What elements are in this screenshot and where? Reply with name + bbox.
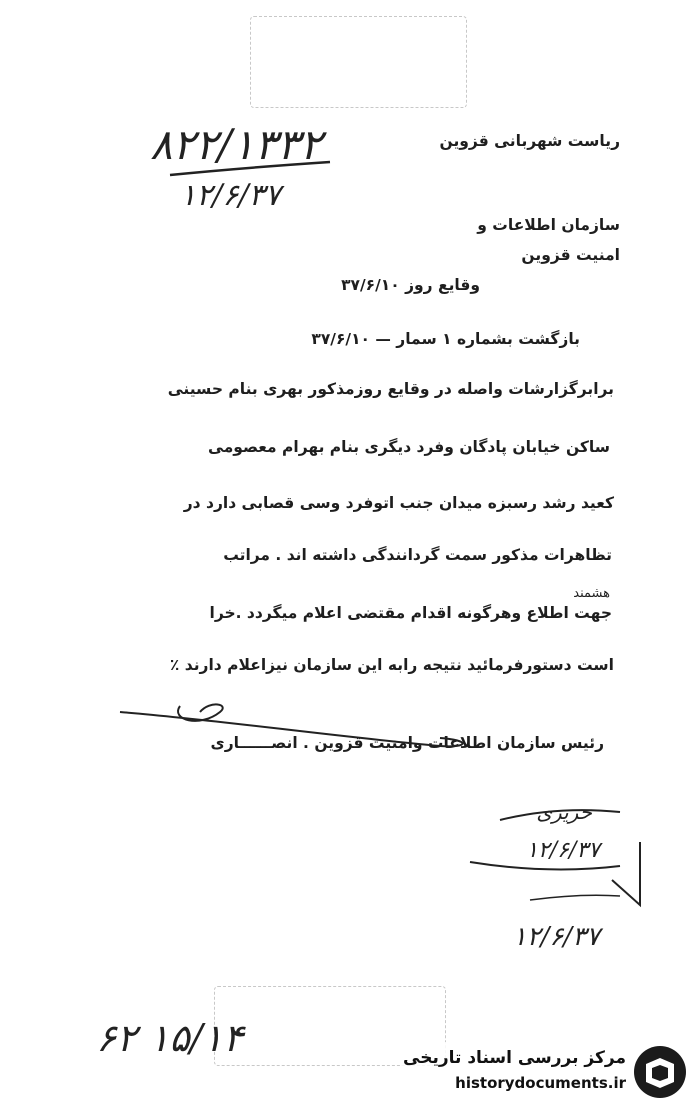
date-underline [470,862,620,869]
signature-line: رئیس سازمان اطلاعات وامنیت قزوین . انصــــــاری [210,734,604,752]
reference-line: بازگشت بشماره ۱ سمار — ۳۷/۶/۱۰ [311,330,580,348]
body-line-2: ساکن خیابان پادگان وفرد دیگری بنام بهرام معصومی [208,438,610,456]
watermark-emblem-icon [630,1042,690,1102]
body-line-6: است دستورفرمائید نتیجه رابه این سازمان نیزاعلام دارند ٪ [169,656,614,674]
initial-date: ۱۲/۶/۳۷ [512,922,600,952]
body-line-4: تظاهرات مذکور سمت گردانندگی داشته اند . مراتب [223,546,612,564]
body-line-1: برابرگزارشات واصله در وقایع روزمذکور بهری بنام حسینی [167,380,614,398]
sender-line-2: امنیت قزوین [521,246,620,264]
watermark-url: historydocuments.ir [455,1074,626,1092]
sender-line-1: سازمان اطلاعات و [477,216,620,234]
body-line-5: جهت اطلاع وهرگونه اقدام مقتضی اعلام میگردد .خرا [209,604,612,622]
ref-underline [170,162,330,175]
watermark-name: مرکز بررسی اسناد تاریخی [403,1048,626,1068]
recipient-line: ریاست شهربانی قزوین [439,132,620,150]
margin-insert: هشمند [573,586,610,601]
reference-number: ۸۲۲/۱۳۳۲ [150,120,323,169]
note-date: ۱۲/۶/۳۷ [526,838,600,863]
reference-date: ۱۲/۶/۳۷ [180,178,281,213]
note-name: حریری [536,800,592,824]
bottom-number: ۶۲ ۱۵/۱۴ [96,1016,244,1060]
note-underline [500,810,620,820]
initial-stroke [530,895,620,900]
body-line-3: کعید رشد رسبزه میدان جنب اتوفرد وسی قصابی دارد در [183,494,614,512]
watermark-logo [402,1042,692,1102]
signature-loop [178,704,223,720]
subject-line: وقایع روز ۳۷/۶/۱۰ [341,276,480,294]
signature-stroke [120,712,463,746]
